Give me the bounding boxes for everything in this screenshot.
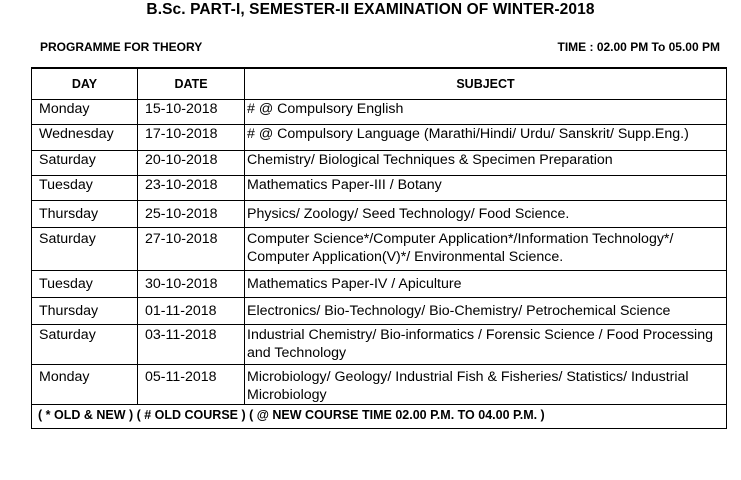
row-subject: Computer Science*/Computer Application*/Information Technology*/ Computer Application(V)*/ Environmental Science. xyxy=(245,228,727,271)
table-row xyxy=(32,125,727,151)
row-day: Monday xyxy=(32,100,138,125)
table-row xyxy=(32,298,727,325)
row-subject: Electronics/ Bio-Technology/ Bio-Chemistry/ Petrochemical Science xyxy=(245,298,727,325)
table-row xyxy=(32,365,727,405)
row-subject: Mathematics Paper-III / Botany xyxy=(245,176,727,201)
row-subject: Microbiology/ Geology/ Industrial Fish & Fisheries/ Statistics/ Industrial Microbiology xyxy=(245,365,727,405)
row-day: Saturday xyxy=(32,151,138,176)
column-header-day: DAY xyxy=(32,68,138,100)
row-date: 17-10-2018 xyxy=(138,125,245,151)
row-day: Thursday xyxy=(32,201,138,228)
row-date: 25-10-2018 xyxy=(138,201,245,228)
exam-schedule-table xyxy=(31,67,727,429)
table-row xyxy=(32,201,727,228)
row-day: Tuesday xyxy=(32,176,138,201)
column-header-subject: SUBJECT xyxy=(245,68,727,100)
row-date: 03-11-2018 xyxy=(138,325,245,365)
row-subject: Physics/ Zoology/ Seed Technology/ Food Science. xyxy=(245,201,727,228)
row-day: Tuesday xyxy=(32,271,138,298)
row-subject: Industrial Chemistry/ Bio-informatics / Forensic Science / Food Processing and Technology xyxy=(245,325,727,365)
row-day: Saturday xyxy=(32,228,138,271)
row-date: 05-11-2018 xyxy=(138,365,245,405)
row-date: 20-10-2018 xyxy=(138,151,245,176)
programme-label: PROGRAMME FOR THEORY xyxy=(40,40,203,54)
row-day: Saturday xyxy=(32,325,138,365)
row-subject: Chemistry/ Biological Techniques & Specimen Preparation xyxy=(245,151,727,176)
row-day: Wednesday xyxy=(32,125,138,151)
row-subject: # @ Compulsory English xyxy=(245,100,727,125)
row-date: 27-10-2018 xyxy=(138,228,245,271)
row-day: Thursday xyxy=(32,298,138,325)
legend-note: ( * OLD & NEW ) ( # OLD COURSE ) ( @ NEW COURSE TIME 02.00 P.M. TO 04.00 P.M. ) xyxy=(32,405,727,429)
column-header-date: DATE xyxy=(138,68,245,100)
row-date: 15-10-2018 xyxy=(138,100,245,125)
table-row xyxy=(32,228,727,271)
row-date: 23-10-2018 xyxy=(138,176,245,201)
table-header-row xyxy=(32,68,727,100)
page-title: B.Sc. PART-I, SEMESTER-II EXAMINATION OF WINTER-2018 xyxy=(146,1,595,18)
footer-row xyxy=(32,405,727,429)
table-row xyxy=(32,271,727,298)
table-row xyxy=(32,100,727,125)
row-subject: Mathematics Paper-IV / Apiculture xyxy=(245,271,727,298)
table-row xyxy=(32,151,727,176)
exam-time: TIME : 02.00 PM To 05.00 PM xyxy=(557,40,720,54)
row-subject: # @ Compulsory Language (Marathi/Hindi/ Urdu/ Sanskrit/ Supp.Eng.) xyxy=(245,125,727,151)
table-row xyxy=(32,176,727,201)
row-day: Monday xyxy=(32,365,138,405)
row-date: 30-10-2018 xyxy=(138,271,245,298)
row-date: 01-11-2018 xyxy=(138,298,245,325)
table-row xyxy=(32,325,727,365)
